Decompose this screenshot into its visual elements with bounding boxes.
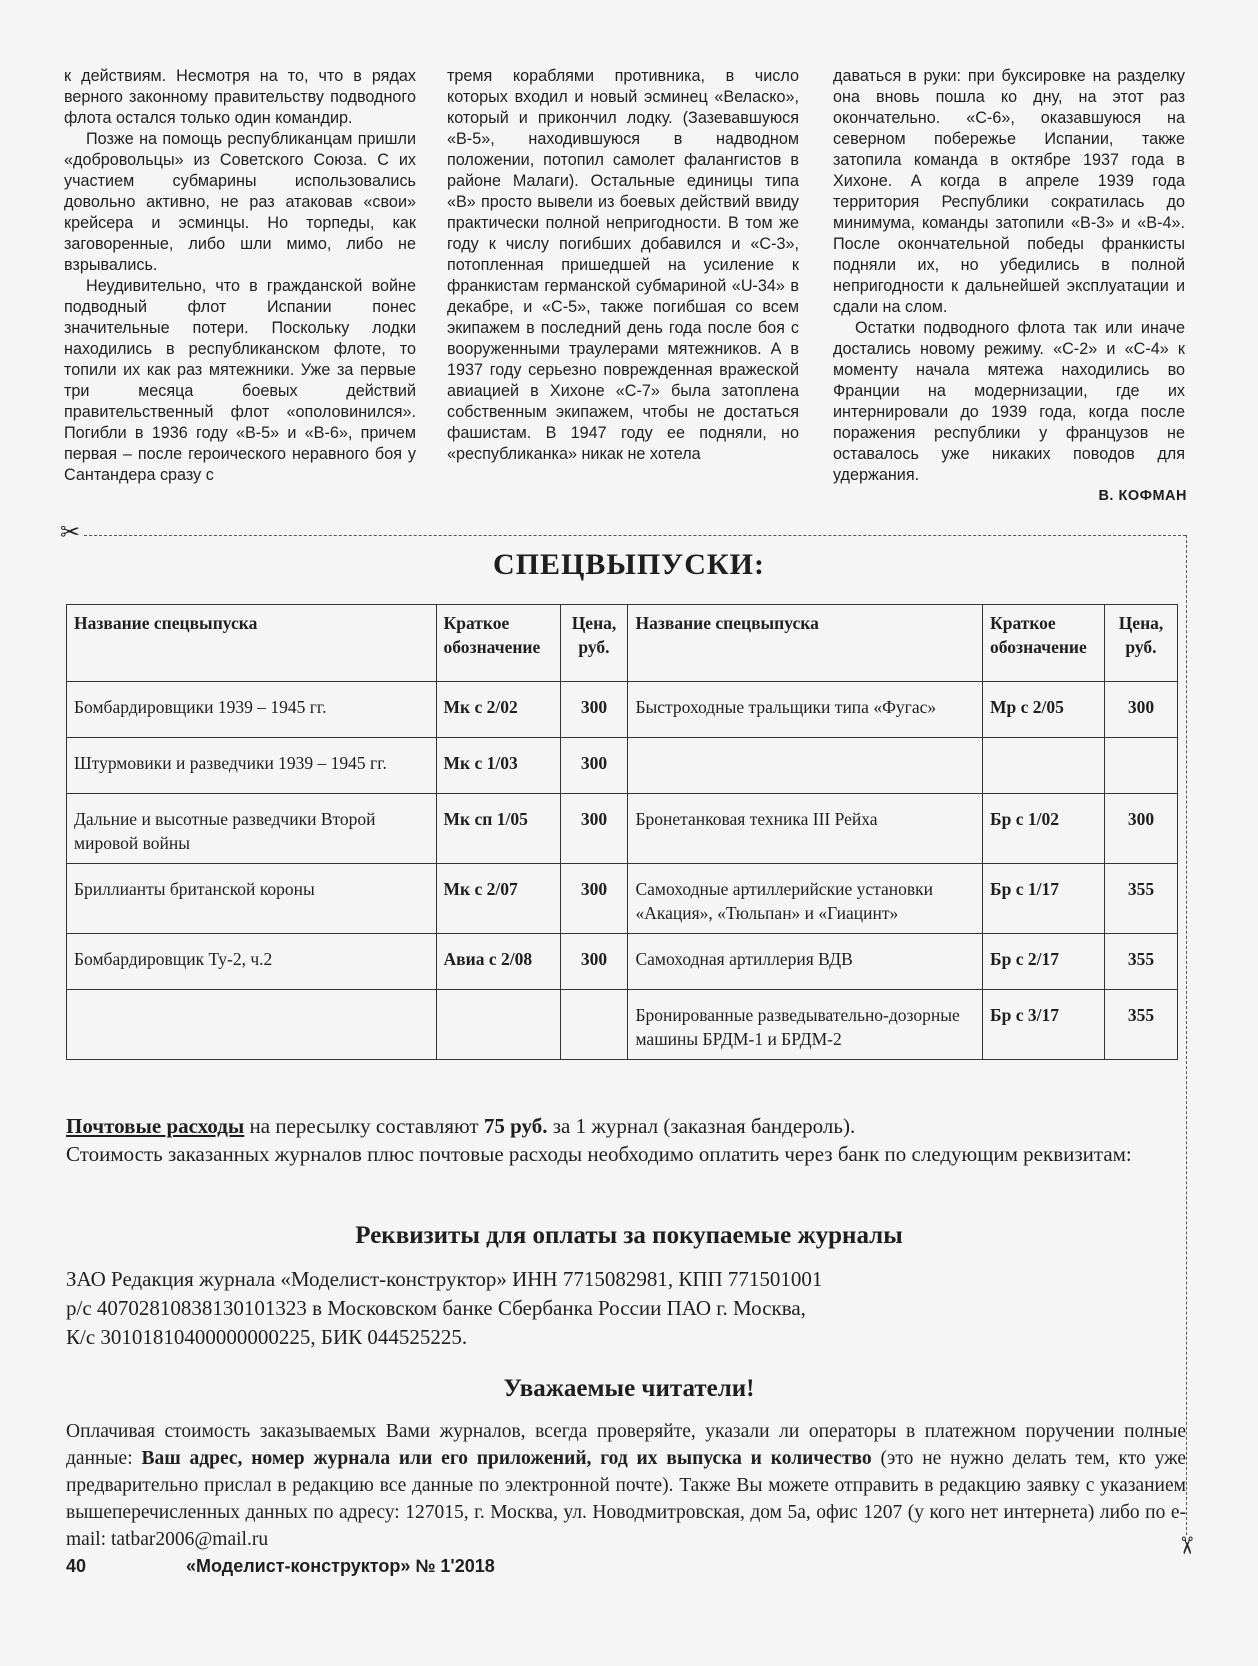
notice-emphasis: Ваш адрес, номер журнала или его приложений, год их выпуска и количество	[141, 1448, 872, 1469]
issue-title: Самоходные артиллерийские установки «Акация», «Тюльпан» и «Гиацинт»	[628, 864, 983, 934]
issue-code: Бр с 1/02	[983, 794, 1105, 864]
article-author: В. КОФМАН	[1098, 488, 1187, 504]
specials-title: СПЕЦВЫПУСКИ:	[493, 548, 765, 581]
requisites-line: ЗАО Редакция журнала «Моделист-конструктор» ИНН 7715082981, КПП 771501001	[66, 1267, 823, 1291]
page-number: 40	[66, 1556, 87, 1576]
postal-text: на пересылку составляют	[244, 1114, 484, 1138]
issue-title: Быстроходные тральщики типа «Фугас»	[628, 682, 983, 738]
postal-line-2: Стоимость заказанных журналов плюс почтовые расходы необходимо оплатить через банк по следующим реквизитам:	[66, 1142, 1132, 1166]
issue-price	[560, 990, 628, 1060]
issue-title	[628, 738, 983, 794]
issue-price: 355	[1104, 864, 1177, 934]
requisites-block	[66, 1265, 1186, 1352]
requisites-title: Реквизиты для оплаты за покупаемые журналы	[355, 1222, 903, 1249]
column-header: Цена, руб.	[560, 605, 628, 682]
paragraph: Неудивительно, что в гражданской войне подводный флот Испании понес значительные потери. Поскольку лодки находились в республиканском флоте, то топили их как раз мятежники. Уже за первые три месяца боевых действий правительственный флот «ополовинился». Погибли в 1936 году «В-5» и «В-6», причем первая – после героического неравного боя у Сантандера сразу с	[64, 277, 416, 484]
issue-title: Бронированные разведывательно-дозорные машины БРДМ-1 и БРДМ-2	[628, 990, 983, 1060]
scissors-icon: ✂	[1172, 1535, 1200, 1556]
issue-code: Мр с 2/05	[983, 682, 1105, 738]
issue-title: Бриллианты британской короны	[67, 864, 437, 934]
issue-price: 300	[560, 682, 628, 738]
issue-price: 300	[560, 864, 628, 934]
issue-price: 355	[1104, 990, 1177, 1060]
issue-code	[436, 990, 560, 1060]
article-column-3	[833, 66, 1185, 486]
table-row	[67, 682, 1178, 738]
column-header: Краткое обозначение	[436, 605, 560, 682]
issue-title: Бронетанковая техника III Рейха	[628, 794, 983, 864]
issue-price: 300	[560, 794, 628, 864]
issue-price: 300	[1104, 794, 1177, 864]
paragraph: даваться в руки: при буксировке на разделку она вновь пошла ко дну, на этот раз окончательно. «С-6», оказавшуюся на северном побережье Испании, также затопила команда в октябре 1937 года в Хихоне. А когда в апреле 1939 года территория Республики сократилась до минимума, команды затопили «В-3» и «В-4». После окончательной победы франкисты подняли их, но убедились в полной непригодности к дальнейшей эксплуатации и сдали на слом.	[833, 67, 1185, 316]
column-header: Название спецвыпуска	[628, 605, 983, 682]
issue-title: Самоходная артиллерия ВДВ	[628, 934, 983, 990]
table-header-row	[67, 605, 1178, 682]
column-header: Название спецвыпуска	[67, 605, 437, 682]
table-row	[67, 738, 1178, 794]
issue-code: Бр с 2/17	[983, 934, 1105, 990]
article-column-1	[64, 66, 416, 486]
issue-title: Дальние и высотные разведчики Второй мировой войны	[67, 794, 437, 864]
issue-code: Бр с 1/17	[983, 864, 1105, 934]
article-column-2	[447, 66, 799, 465]
paragraph: Остатки подводного флота так или иначе достались новому режиму. «С-2» и «С-4» к моменту начала мятежа находились во Франции на модернизации, где их интернировали до 1939 года, когда после поражения республики у французов не оставалось уже никаких поводов для удержания.	[833, 319, 1185, 484]
journal-issue: «Моделист-конструктор» № 1'2018	[186, 1556, 495, 1576]
issue-code: Мк с 2/07	[436, 864, 560, 934]
paragraph: Позже на помощь республиканцам пришли «добровольцы» из Советского Союза. С их участием субмарины использовались довольно активно, не раз атаковав «свои» крейсера и эсминцы. Но торпеды, как заговоренные, либо шли мимо, либо не взрывались.	[64, 130, 416, 274]
issue-code: Мк с 1/03	[436, 738, 560, 794]
table-row	[67, 990, 1178, 1060]
issue-code: Бр с 3/17	[983, 990, 1105, 1060]
issue-title: Штурмовики и разведчики 1939 – 1945 гг.	[67, 738, 437, 794]
postal-costs	[66, 1112, 1186, 1168]
readers-title: Уважаемые читатели!	[503, 1375, 755, 1402]
postal-line-1	[66, 1112, 1186, 1140]
issue-title: Бомбардировщик Ту-2, ч.2	[67, 934, 437, 990]
issue-price: 355	[1104, 934, 1177, 990]
readers-notice	[66, 1418, 1186, 1553]
cut-line-horizontal	[84, 535, 1186, 536]
paragraph: тремя кораблями противника, в число которых входил и новый эсминец «Веласко», который и прикончил лодку. (Зазевавшуюся «В-5», находившуюся в надводном положении, потопил самолет фалангистов в районе Малаги). Остальные единицы типа «В» просто вывели из боевых действий ввиду практически полной непригодности. В том же году к числу погибших добавился и «С-3», потопленная пришедшей на усиление к франкистам германской субмариной «U-34» в декабре, и «С-5», также погибшая со всем экипажем в последний день года после боя с вооруженными траулерами мятежников. А в 1937 году серьезно поврежденная вражеской авиацией в Хихоне «С-7» была затоплена собственным экипажем, чтобы не достаться фашистам. В 1947 году ее подняли, но «республиканка» никак не хотела	[447, 67, 799, 463]
requisites-line: К/с 30101810400000000225, БИК 044525225.	[66, 1325, 468, 1349]
issue-price: 300	[560, 738, 628, 794]
issue-price: 300	[560, 934, 628, 990]
column-header: Краткое обозначение	[983, 605, 1105, 682]
notice-text: (это не нужно делать тем, кто уже предварительно прислал в редакцию все данные по электронной почте). Также Вы можете отправить в редакцию заявку с указанием вышеперечисленных данных по адресу: 127015, г. Москва, ул. Новодмитровская, дом 5а, офис 1207 (у кого нет интернета) либо по e-mail: tatbar2006@mail.ru	[66, 1448, 1186, 1550]
issue-code: Мк сп 1/05	[436, 794, 560, 864]
issue-code: Авиа с 2/08	[436, 934, 560, 990]
postal-text: за 1 журнал (заказная бандероль).	[547, 1114, 856, 1138]
column-header: Цена, руб.	[1104, 605, 1177, 682]
paragraph: к действиям. Несмотря на то, что в рядах верного законному правительству подводного флота остался только один командир.	[64, 67, 416, 127]
issue-price	[1104, 738, 1177, 794]
issue-code: Мк с 2/02	[436, 682, 560, 738]
table-row	[67, 864, 1178, 934]
table-row	[67, 934, 1178, 990]
issue-price: 300	[1104, 682, 1177, 738]
issue-title	[67, 990, 437, 1060]
postal-label: Почтовые расходы	[66, 1114, 245, 1138]
notice-text: Оплачивая стоимость заказываемых Вами журналов, всегда проверяйте, указали ли операторы в платежном поручении полные данные:	[66, 1421, 1186, 1469]
requisites-line: р/с 40702810838130101323 в Московском банке Сбербанка России ПАО г. Москва,	[66, 1296, 806, 1320]
specials-table	[66, 604, 1178, 1060]
postal-amount: 75 руб.	[483, 1114, 548, 1138]
table-row	[67, 794, 1178, 864]
issue-title: Бомбардировщики 1939 – 1945 гг.	[67, 682, 437, 738]
issue-code	[983, 738, 1105, 794]
scissors-icon: ✂	[60, 519, 81, 546]
